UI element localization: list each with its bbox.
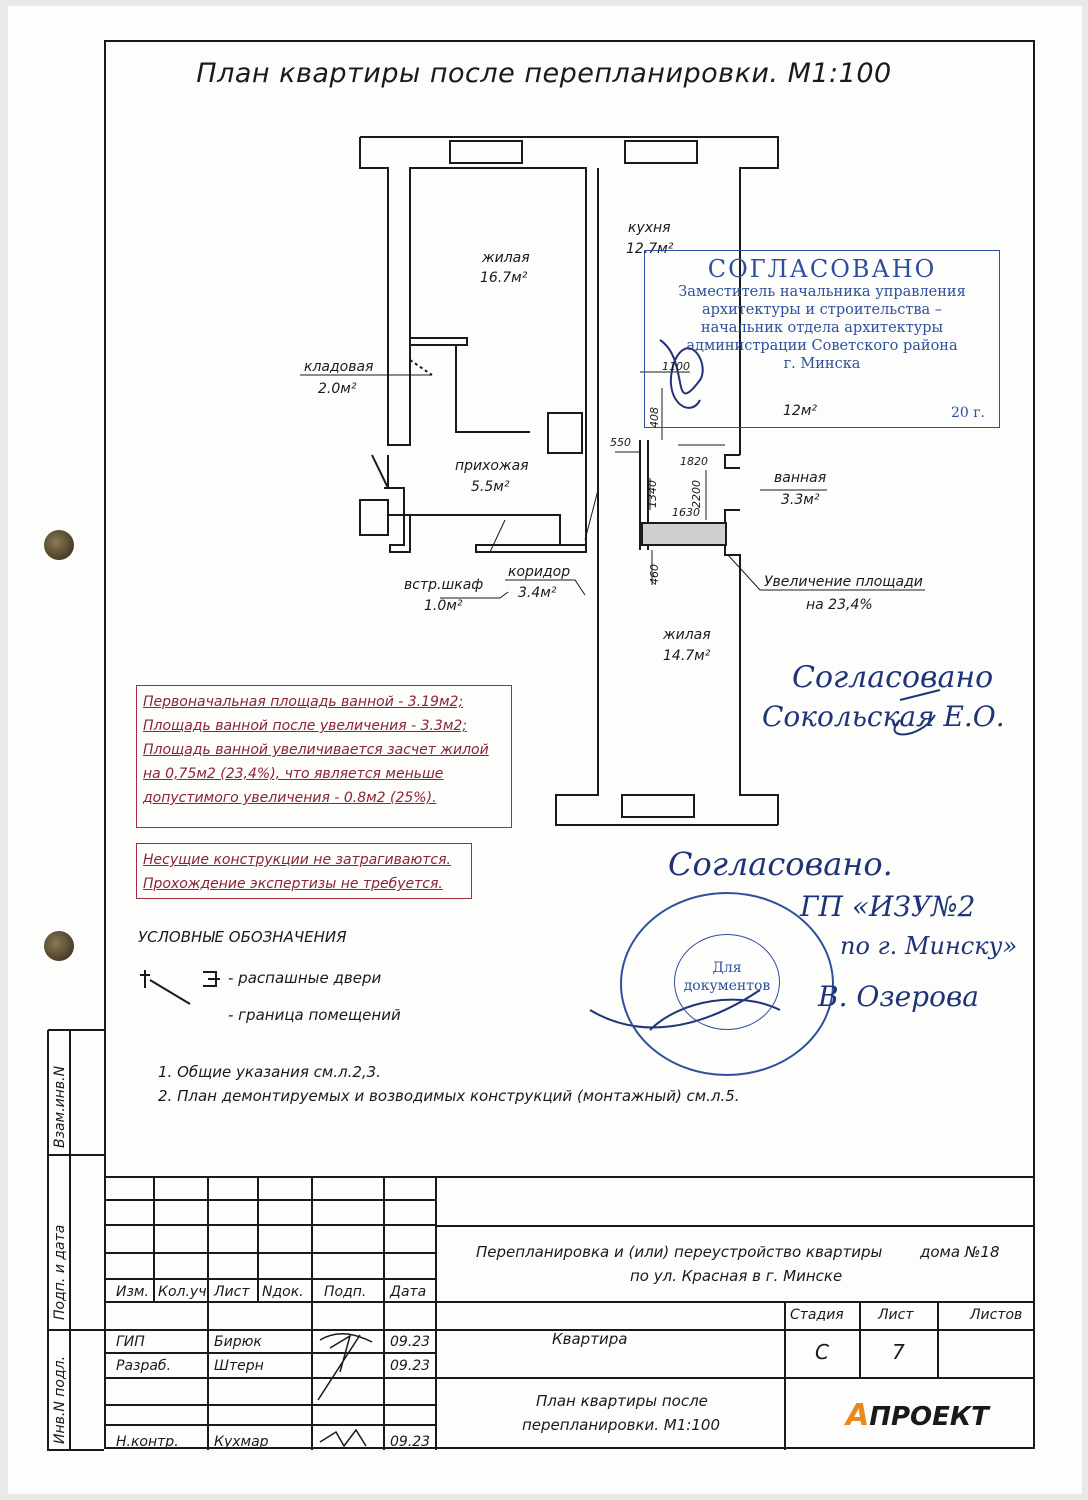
tb-sheets-header: Листов: [970, 1307, 1023, 1323]
red-note-line: Площадь ванной после увеличения - 3.3м2;: [143, 718, 468, 734]
red-note-structure: [136, 843, 472, 899]
room-hidden-area: 12м²: [783, 403, 817, 419]
tb-project-line1: Перепланировка и (или) переустройство квартиры: [476, 1243, 883, 1261]
legend-border: - граница помещений: [228, 1006, 401, 1024]
tb-name-gip: Бирюк: [214, 1334, 262, 1350]
tb-header-data: Дата: [390, 1284, 427, 1300]
room-living2-name: жилая: [663, 627, 711, 643]
room-living1-area: 16.7м²: [480, 270, 528, 286]
general-note-1: 1. Общие указания см.л.2,3.: [158, 1063, 381, 1081]
legend-doors: - распашные двери: [228, 969, 382, 987]
stamp-heading: СОГЛАСОВАНО: [707, 255, 937, 283]
red-note-line: Первоначальная площадь ванной - 3.19м2;: [143, 694, 464, 710]
dim-1820: 1820: [680, 455, 708, 468]
red-note-line: на 0,75м2 (23,4%), что является меньше: [143, 766, 444, 782]
room-kitchen-area: 12.7м²: [626, 241, 674, 257]
stamp-year: 20 г.: [950, 405, 985, 421]
tb-project-line2: по ул. Красная в г. Минске: [630, 1267, 843, 1285]
dim-460: 460: [648, 564, 661, 585]
tb-date-gip: 09.23: [390, 1334, 431, 1350]
handwritten-approval-2: Согласовано.: [668, 845, 893, 883]
seal-center-text: Для документов: [674, 934, 780, 1030]
stamp-line: г. Минска: [783, 356, 861, 372]
red-note-area: [136, 685, 512, 828]
tb-role-gip: ГИП: [116, 1334, 145, 1350]
handwritten-city: по г. Минску»: [840, 932, 1018, 960]
room-bath-name: ванная: [774, 470, 827, 486]
tb-header-ndok: Nдок.: [262, 1284, 304, 1300]
room-storage-name: кладовая: [304, 359, 374, 375]
handwritten-name: Сокольская Е.О.: [762, 700, 1005, 733]
tb-stage-header: Стадия: [790, 1307, 844, 1323]
company-logo: [846, 1398, 989, 1433]
room-hall-name: прихожая: [455, 458, 529, 474]
tb-project-house: дома №18: [920, 1243, 1000, 1261]
dim-1100: 1100: [662, 360, 690, 373]
tb-name-razrab: Штерн: [214, 1358, 264, 1374]
room-closet-name: встр.шкаф: [404, 577, 484, 593]
room-bath-area: 3.3м²: [781, 492, 820, 508]
legend-title: УСЛОВНЫЕ ОБОЗНАЧЕНИЯ: [138, 928, 347, 946]
tb-date-razrab: 09.23: [390, 1358, 431, 1374]
sidebar-podp: Подп. и дата: [52, 1224, 68, 1320]
logo-text: ПРОЕКТ: [869, 1402, 989, 1432]
tb-sheet-value: 7: [892, 1340, 905, 1364]
dim-1340: 1340: [646, 480, 659, 508]
red-note-line: Прохождение экспертизы не требуется.: [143, 876, 443, 892]
sidebar-inv: Инв.N подл.: [52, 1355, 68, 1444]
general-note-2: 2. План демонтируемых и возводимых конструкций (монтажный) см.л.5.: [158, 1087, 740, 1105]
tb-header-izm: Изм.: [116, 1284, 149, 1300]
stamp-line: начальник отдела архитектуры: [700, 320, 944, 336]
handwritten-approval: Согласовано: [792, 660, 994, 695]
tb-header-list: Лист: [214, 1284, 250, 1300]
room-storage-area: 2.0м²: [318, 381, 357, 397]
room-corridor-area: 3.4м²: [518, 585, 557, 601]
stamp-line: Заместитель начальника управления: [678, 284, 966, 300]
drawing-title: План квартиры после перепланировки. М1:100: [196, 58, 892, 89]
approval-stamp: [644, 250, 1000, 428]
tb-role-razrab: Разраб.: [116, 1358, 172, 1374]
dim-1630: 1630: [672, 506, 700, 519]
increase-label-2: на 23,4%: [806, 597, 873, 613]
tb-stage-value: С: [815, 1340, 829, 1364]
dim-2200: 2200: [690, 480, 703, 508]
red-note-line: Несущие конструкции не затрагиваются.: [143, 852, 451, 868]
room-living2-area: 14.7м²: [663, 648, 711, 664]
tb-sheet-header: Лист: [878, 1307, 914, 1323]
room-hall-area: 5.5м²: [471, 479, 510, 495]
room-kitchen-name: кухня: [628, 220, 671, 236]
tb-header-kol: Кол.уч.: [158, 1284, 211, 1300]
tb-drawing-line1: План квартиры после: [536, 1392, 708, 1410]
tb-date-nkontr: 09.23: [390, 1434, 431, 1450]
red-note-line: допустимого увеличения - 0.8м2 (25%).: [143, 790, 437, 806]
red-note-line: Площадь ванной увеличивается засчет жилой: [143, 742, 489, 758]
tb-header-podp: Подп.: [324, 1284, 367, 1300]
dim-408: 408: [648, 407, 661, 428]
tb-role-nkontr: Н.контр.: [116, 1434, 179, 1450]
room-living1-name: жилая: [482, 250, 530, 266]
room-closet-area: 1.0м²: [424, 598, 463, 614]
tb-drawing-line2: перепланировки. М1:100: [522, 1416, 720, 1434]
handwritten-org: ГП «ИЗУ№2: [800, 890, 976, 923]
stamp-line: архитектуры и строительства –: [701, 302, 943, 318]
tb-object: Квартира: [552, 1330, 628, 1348]
dim-550: 550: [610, 436, 631, 449]
logo-mark: А: [846, 1398, 870, 1433]
increase-label-1: Увеличение площади: [764, 574, 923, 590]
sidebar-vzam: Взам.инв.N: [52, 1065, 68, 1148]
handwritten-signer: В. Озерова: [818, 980, 979, 1013]
tb-name-nkontr: Кухмар: [214, 1434, 269, 1450]
room-corridor-name: коридор: [508, 564, 571, 580]
stamp-line: администрации Советского района: [686, 338, 958, 354]
